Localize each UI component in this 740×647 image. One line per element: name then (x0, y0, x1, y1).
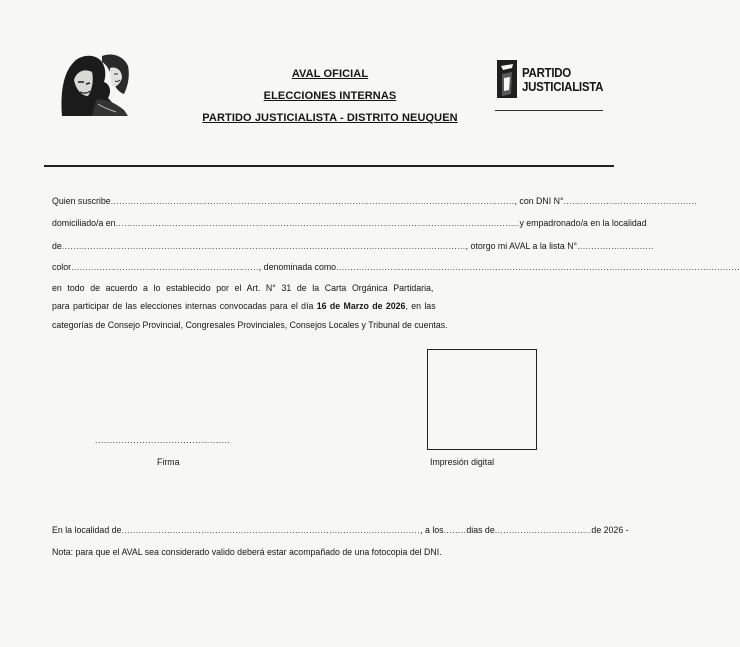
line-domicilio (52, 218, 647, 228)
line-participar (52, 301, 612, 311)
firma-label: Firma (157, 457, 180, 467)
line-localidad (52, 241, 654, 251)
participar-text-end: , en las (405, 301, 436, 311)
otorgo-label: , otorgo mi AVAL a la lista N° (465, 241, 578, 251)
localidad-field[interactable]: .............................................................................................................................................. (61, 241, 466, 251)
denominada-label: , denominada como (258, 262, 337, 272)
line-en-todo: en todo de acuerdo a lo establecido por el Art. N° 31 de la Carta Orgánica Partidaria, (52, 283, 434, 293)
participar-text: para participar de las elecciones internas convocadas para el día (52, 301, 317, 311)
document-title: AVAL OFICIAL (291, 68, 369, 80)
dias-de-label: dias de (466, 525, 495, 535)
election-date: 16 de Marzo de 2026 (316, 301, 406, 311)
peron-evita-portrait-logo (58, 50, 132, 118)
logo-underline (495, 110, 603, 111)
localidad-label: En la localidad de (52, 525, 122, 535)
name-field[interactable]: .............................................................................................................................................. (110, 196, 515, 206)
line-categorias: categorías de Consejo Provincial, Congresales Provinciales, Consejos Locales y Tribunal de cuentas. (52, 320, 448, 330)
header-divider (44, 165, 614, 167)
localidad-fecha-field[interactable]: ......................................................................................................... (121, 525, 421, 535)
party-logo-line2: JUSTICIALISTA (522, 80, 604, 94)
party-logo-text (522, 66, 603, 94)
color-field[interactable]: .................................................................. (71, 262, 259, 272)
document-subtitle: ELECCIONES INTERNAS (263, 90, 397, 102)
fingerprint-box[interactable] (427, 349, 537, 450)
line-color (52, 262, 740, 272)
lista-field[interactable]: ........................... (577, 241, 654, 251)
document-district: PARTIDO JUSTICIALISTA - DISTRITO NEUQUEN (202, 112, 458, 124)
quien-suscribe-label: Quien suscribe (52, 196, 111, 206)
line-localidad-fecha (52, 525, 629, 535)
denominacion-field[interactable]: .............................................................................................................................................. (336, 262, 740, 272)
color-label: color (52, 262, 72, 272)
line-quien-suscribe (52, 196, 698, 206)
nota-dni: Nota: para que el AVAL sea considerado valido deberá estar acompañado de una fotocopia del DNI. (52, 547, 442, 557)
dni-label: , con DNI N° (514, 196, 564, 206)
dni-field[interactable]: ............................................... (563, 196, 698, 206)
anio-label: de 2026 - (591, 525, 629, 535)
domicilio-field[interactable]: .............................................................................................................................................. (115, 218, 520, 228)
empadronado-label: y empadronado/a en la localidad (519, 218, 647, 228)
impresion-digital-label: Impresión digital (430, 457, 495, 467)
dia-field[interactable]: ........ (443, 525, 467, 535)
signature-field[interactable]: .............................................. (95, 435, 231, 445)
party-logo-line1: PARTIDO (522, 66, 571, 80)
pj-emblem-icon (495, 58, 519, 102)
de-label: de (52, 241, 62, 251)
mes-field[interactable]: .................................. (494, 525, 592, 535)
domiciliado-label: domiciliado/a en (52, 218, 116, 228)
a-los-label: , a los (420, 525, 444, 535)
partido-justicialista-logo (495, 58, 607, 114)
